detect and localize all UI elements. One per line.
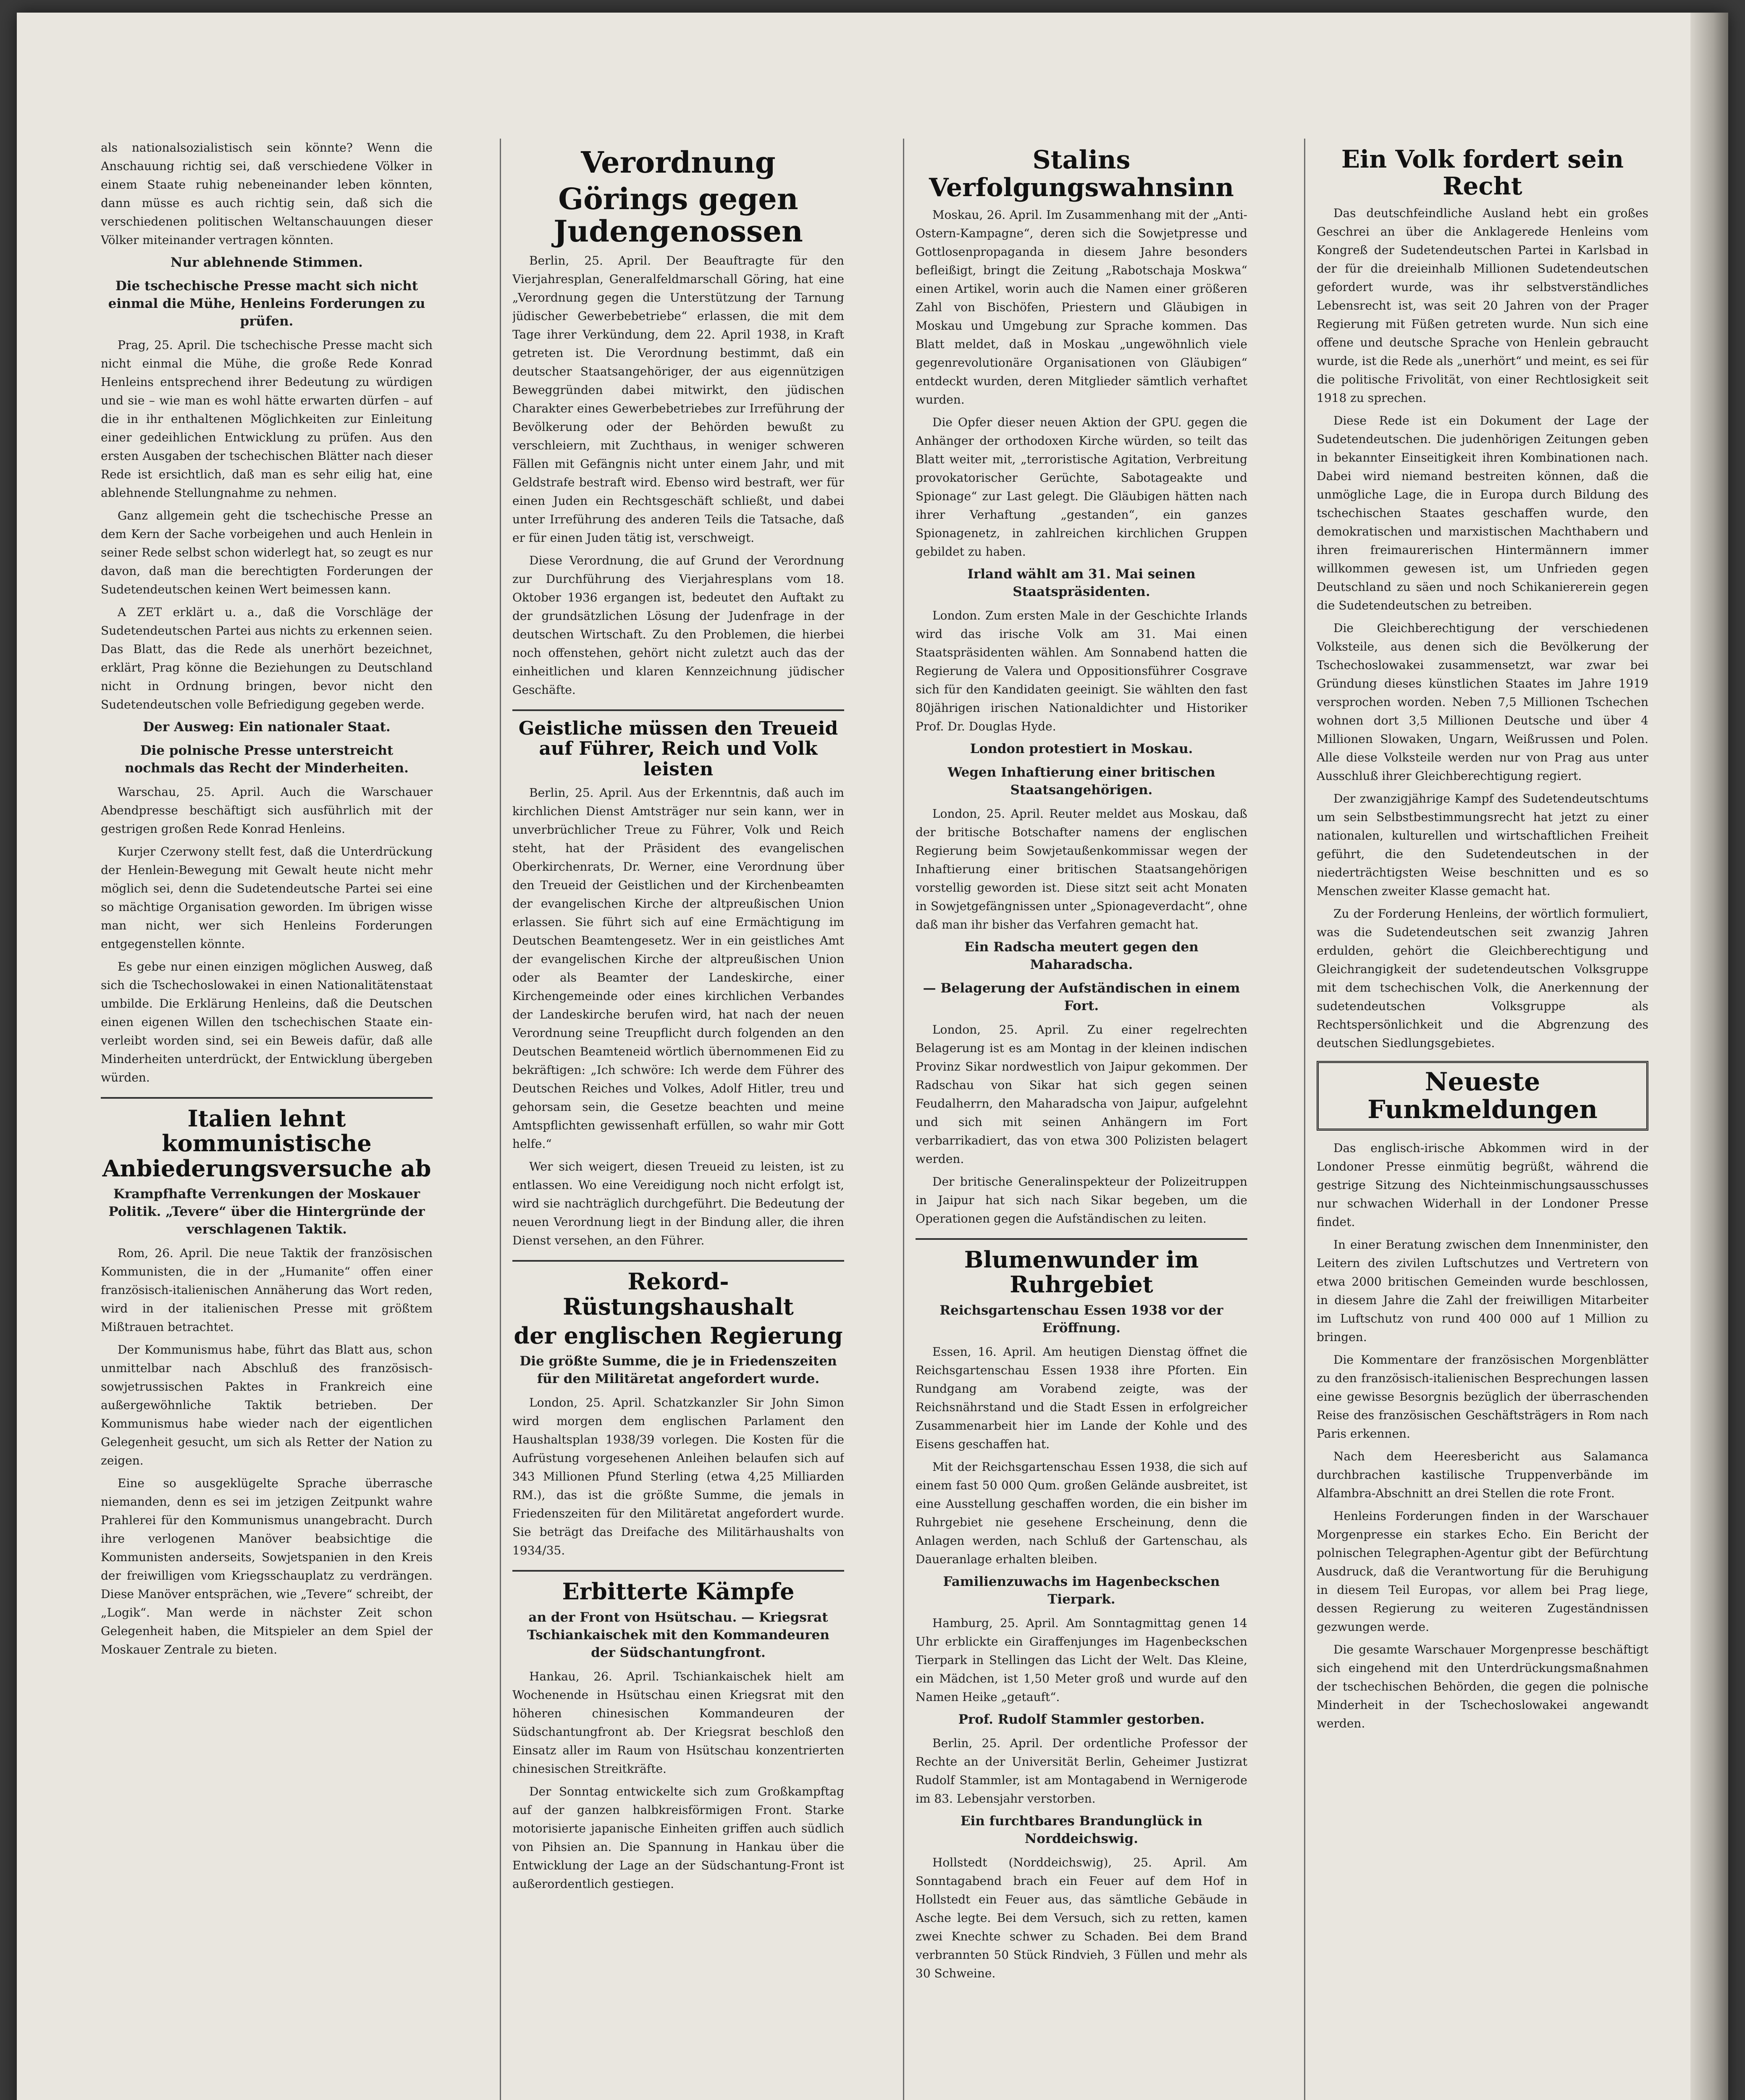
article-text: Moskau, 26. April. Im Zusammenhang mit der „Anti-Ostern-Kampagne“, deren sich die Sowjetpresse und Gottlosenpropaganda in diesem Jahre besonders befleißigt, bringt die Zeitung „Rabotschaja Moskwa“ einen Artikel, worin auch die Namen einer größeren Zahl von Bischöfen, Priestern und Gläubigen in Moskau und Umgebung zur Sprache kommen. Das Blatt meldet, daß in Moskau „ungewöhnlich viele gegenrevolutionäre Organisationen von Gläubigen“ entdeckt wurden, deren Mitglieder sämtlich verhaftet wurden. xyxy=(916,208,1247,407)
headline: Verordnung xyxy=(581,145,776,180)
subheading: London protestiert in Moskau. xyxy=(970,741,1193,756)
newspaper-scan xyxy=(17,13,1728,2100)
article-text: Prag, 25. April. Die tschechische Presse macht sich nicht einmal die Mühe, die große Rede Konrad Henleins entsprechend ihrer Bedeutung zu würdigen und sie – wie man es wohl hätte erwarten dürfen – auf die in ihr enthaltenen Möglichkeiten zur Einleitung einer gedeihlichen Entwicklung zu prüfen. Aus den ersten Ausgaben der tschechischen Blätter nach dieser Rede ist ersichtlich, daß man es sehr eilig hat, eine ablehnende Stellungnahme zu nehmen. xyxy=(101,338,433,500)
article-text: Mit der Reichsgartenschau Essen 1938, die sich auf einem fast 50 000 Qum. großen Gelände ausbreitet, ist eine Ausstellung geschaffen worden, die ein bisher im Ruhrgebiet nie gesehene Erscheinung, denn die Anlagen werden, nach Schluß der Gartenschau, als Daueranlage erhalten bleiben. xyxy=(916,1460,1247,1566)
article-text: London, 25. April. Reuter meldet aus Moskau, daß der britische Botschafter namens der englischen Regierung beim Sowjetaußenkommissar wegen der Inhaftierung einer britischen Staatsangehörigen vorstellig geworden ist. Diese sitzt seit acht Monaten in Sowjetgefängnissen unter „Spionageverdacht“, ohne daß man ihr bisher das Verfahren gemacht hat. xyxy=(916,807,1247,932)
headline: Ein Volk fordert sein Recht xyxy=(1341,145,1624,200)
subheading: Die tschechische Presse macht sich nicht einmal die Mühe, Henleins Forderungen zu prüfen. xyxy=(108,278,425,329)
subheading: Ein Radscha meutert gegen den Maharadscha. xyxy=(964,940,1199,972)
article-text: Eine so ausgeklügelte Sprache überrasche niemanden, denn es sei im jetzigen Zeitpunkt wahre Prahlerei für den Kommunismus unangebracht. Durch ihre verlogenen Manöver beabsichtige die Kommunisten anderseits, Sowjetspanien in den Kreis der freiwilligen vom Kriegsschauplatz zu verdrängen. Diese Manöver entsprächen, wie „Tevere“ schreibt, der „Logik“. Man werde in nächster Zeit schon Gelegenheit haben, die Mitspieler an dem Spiel der Moskauer Zentrale zu bieten. xyxy=(101,1476,433,1657)
article-text: In einer Beratung zwischen dem Innenminister, den Leitern des zivilen Luftschutzes und Vertretern von etwa 2000 britischen Gemeinden wurde beschlossen, in diesem Jahre die Zahl der freiwilligen Mitarbeiter im Luftschutz von rund 400 000 auf 1 Million zu bringen. xyxy=(1317,1237,1648,1344)
article-text: Der Sonntag entwickelte sich zum Großkampftag auf der ganzen halbkreisförmigen Front. Starke motorisierte japanische Einheiten griffen auch südlich von Pihsien an. Die Spannung in Hankau über die Entwicklung der Lage an der Südschantung-Front ist außerordentlich gestiegen. xyxy=(512,1784,844,1891)
subheading: Wegen Inhaftierung einer britischen Staatsangehörigen. xyxy=(947,765,1215,798)
subheading: Prof. Rudolf Stammler gestorben. xyxy=(958,1712,1205,1727)
section-divider xyxy=(101,1097,433,1099)
column-rule xyxy=(500,139,501,2100)
subheading: Familienzuwachs im Hagenbeckschen Tierpark. xyxy=(943,1574,1220,1607)
article-text: Kurjer Czerwony stellt fest, daß die Unterdrückung der Henlein-Bewegung mit Gewalt heute nicht mehr möglich sei, denn die Sudetendeutsche Partei sei eine so mächtige Organisation geworden. Im übrigen wisse man nicht, wer sich Henleins Forderungen entgegenstellen könnte. xyxy=(101,845,433,951)
article-text: Es gebe nur einen einzigen möglichen Ausweg, daß sich die Tschechoslowakei in einen Nationalitätenstaat umbilde. Die Erklärung Henleins, daß die Deutschen einen eigenen Willen den tschechischen Staate ein-verleibt worden sind, sei ein Beweis dafür, daß alle Minderheiten unterdrückt, der Entwicklung übergeben würden. xyxy=(101,960,433,1084)
headline: Erbitterte Kämpfe xyxy=(562,1578,795,1605)
subheading: Nur ablehnende Stimmen. xyxy=(171,255,363,270)
headline: der englischen Regierung xyxy=(514,1322,843,1349)
article-text: Warschau, 25. April. Auch die Warschauer Abendpresse beschäftigt sich ausführlich mit der gestrigen großen Rede Konrad Henleins. xyxy=(101,785,433,836)
article-text: Hollstedt (Norddeichswig), 25. April. Am Sonntagabend brach ein Feuer auf dem Hof in Hollstedt ein Feuer aus, das sämtliche Gebäude in Asche legte. Bei dem Versuch, sich zu retten, kamen zwei Knechte schwer zu Schaden. Bei dem Brand verbrannten 50 Stück Rindvieh, 3 Füllen und mehr als 30 Schweine. xyxy=(916,1855,1247,1980)
article-text: Der Kommunismus habe, führt das Blatt aus, schon unmittelbar nach Abschluß des französisch-sowjetrussischen Paktes in Frankreich eine außergewöhnliche Taktik betrieben. Der Kommunismus habe wieder nach der eigentlichen Gelegenheit gesucht, um sich als Retter der Nation zu zeigen. xyxy=(101,1343,433,1468)
column-1 xyxy=(101,139,433,2100)
headline: Rekord-Rüstungshaushalt xyxy=(563,1268,794,1320)
subheading: an der Front von Hsütschau. — Kriegsrat Tschiankaischek mit den Kommandeuren der Südschantungfront. xyxy=(527,1609,829,1660)
column-4 xyxy=(1317,139,1648,2100)
headline: Neueste Funkmeldungen xyxy=(1367,1067,1598,1124)
article-text: Der britische Generalinspekteur der Polizeitruppen in Jaipur hat sich nach Sikar begeben, um die Operationen gegen die Aufständischen zu leiten. xyxy=(916,1175,1247,1226)
article-text: London. Zum ersten Male in der Geschichte Irlands wird das irische Volk am 31. Mai einen Staatspräsidenten wählen. Am Sonnabend hatten die Regierung de Valera und Oppositionsführer Cosgrave sich für den Kandidaten geeinigt. Sie wählten den fast 80jährigen irischen Nationaldichter und Historiker Prof. Dr. Douglas Hyde. xyxy=(916,609,1247,733)
article-text: Diese Verordnung, die auf Grund der Verordnung zur Durchführung des Vierjahresplans vom 18. Oktober 1936 ergangen ist, bedeutet den Auftakt zu der grundsätzlichen Lösung der Judenfrage in der deutschen Wirtschaft. Zu den Problemen, die hierbei noch offenstehen, gehört nicht zuletzt auch das der einheitlichen und klaren Kennzeichnung jüdischer Geschäfte. xyxy=(512,554,844,697)
subheading: Krampfhafte Verrenkungen der Moskauer Politik. „Tevere“ über die Hintergründe der verschlagenen Taktik. xyxy=(108,1186,425,1237)
section-divider xyxy=(512,1260,844,1262)
article-text: als nationalsozialistisch sein könnte? Wenn die Anschauung richtig sei, daß verschiedene Völker in einem Staate ruhig nebeneinander leben könnten, dann müsse es auch richtig sein, daß sich die verschiedenen politischen Weltanschauungen dieser Völker miteinander vertragen könnten. xyxy=(101,141,433,247)
subheading: Ein furchtbares Brandunglück in Norddeichswig. xyxy=(960,1813,1203,1846)
subheading: Der Ausweg: Ein nationaler Staat. xyxy=(143,719,391,735)
news-flash-box xyxy=(1317,1061,1648,1131)
article-text: Das deutschfeindliche Ausland hebt ein großes Geschrei an über die Anklagerede Henleins vom Kongreß der Sudetendeutschen Partei in Karlsbad in der für die dreieinhalb Millionen Sudetendeutschen gefordert wurde, was ihr selbstverständliches Lebensrecht ist, was seit 20 Jahren von der Prager Regierung mit Füßen getreten wurde. Nun sich eine offene und deutsche Sprache von Henlein gebraucht wurde, ist die Rede als „unerhört“ und meint, es sei für die politische Frivolität, von einer Rechtlosigkeit seit 1918 zu sprechen. xyxy=(1317,206,1648,405)
article-text: Hamburg, 25. April. Am Sonntagmittag genen 14 Uhr erblickte ein Giraffenjunges im Hagenbeckschen Tierpark in Stellingen das Licht der Welt. Das Kleine, ein Mädchen, ist 1,50 Meter groß und wurde auf den Namen Heike „getauft“. xyxy=(916,1616,1247,1704)
headline: Blumenwunder im Ruhrgebiet xyxy=(964,1246,1199,1298)
article-text: Der zwanzigjährige Kampf des Sudetendeutschtums um sein Selbstbestimmungsrecht hat jetzt zu einer nationalen, kulturellen und wirtschaftlichen Freiheit geführt, die den Sudetendeutschen in der niederträchtigsten Weise beschnitten und es so Menschen zweiter Klasse gemacht hat. xyxy=(1317,791,1648,898)
article-text: Hankau, 26. April. Tschiankaischek hielt am Wochenende in Hsütschau einen Kriegsrat mit den höheren chinesischen Kommandeuren der Südschantungfront ab. Der Kriegsrat beschloß den Einsatz aller im Raum von Hsütschau konzentrierten chinesischen Streitkräfte. xyxy=(512,1669,844,1776)
article-text: Die gesamte Warschauer Morgenpresse beschäftigt sich eingehend mit den Unterdrückungsmaßnahmen der tschechischen Behörden, die gegen die polnische Minderheit in der Tschechoslowakei angewandt werden. xyxy=(1317,1642,1648,1730)
article-text: Diese Rede ist ein Dokument der Lage der Sudetendeutschen. Die judenhörigen Zeitungen geben in bekannter Einseitigkeit ihren Kombinationen nach. Dabei wird niemand bestreiten können, daß die unmögliche Lage, die in Europa durch Bildung des tschechischen Staates geschaffen wurde, den demokratischen und marxistischen Machthabern und ihren freimaurerischen Hintermännern immer willkommen gewesen ist, um Unfrieden gegen Deutschland zu säen und noch Schikaniererein gegen die Sudetendeutschen zu betreiben. xyxy=(1317,413,1648,612)
article-text: Die Kommentare der französischen Morgenblätter zu den französisch-italienischen Besprechungen lassen eine gewisse Besorgnis bezüglich der überraschenden Reise des französischen Geschäftsträgers in Rom nach Paris erkennen. xyxy=(1317,1352,1648,1441)
headline-italy: Italien lehnt kommunistische Anbiederungsversuche ab xyxy=(102,1105,431,1182)
article-text: Zu der Forderung Henleins, der wörtlich formuliert, was die Sudetendeutschen seit zwanzig Jahren erdulden, gehört die Gleichberechtigung und Gleichrangigkeit der sudetendeutschen Volksgruppe mit dem tschechischen Volk, die Anerkennung der sudetendeutschen Volksgruppe als Rechtspersönlichkeit und die Abgrenzung des deutschen Siedlungsgebietes. xyxy=(1317,906,1648,1050)
article-text: Wer sich weigert, diesen Treueid zu leisten, ist zu entlassen. Wo eine Vereidigung noch nicht erfolgt ist, wird sie nachträglich durchgeführt. Die Bedeutung der neuen Verordnung liegt in der Bindung aller, die ihren Dienst versehen, an den Führer. xyxy=(512,1160,844,1248)
article-text: Essen, 16. April. Am heutigen Dienstag öffnet die Reichsgartenschau Essen 1938 ihre Pforten. Ein Rundgang am Vorabend zeigte, was der Reichsnährstand und die Stadt Essen in erfolgreicher Zusammenarbeit hier im Lande der Kohle und des Eisens geschaffen hat. xyxy=(916,1344,1247,1451)
subheading: Irland wählt am 31. Mai seinen Staatspräsidenten. xyxy=(967,567,1196,599)
article-text: A ZET erklärt u. a., daß die Vorschläge der Sudetendeutschen Partei aus nichts zu erkennen seien. Das Blatt, das die Rede als unerhört bezeichnet, erklärt, Prag könne die Beziehungen zu Deutschland nicht in Ordnung bringen, bevor nicht den Sudetendeutschen volle Befriedigung gegeben werde. xyxy=(101,605,433,711)
article-text: London, 25. April. Zu einer regelrechten Belagerung ist es am Montag in der kleinen indischen Provinz Sikar nordwestlich von Jaipur gekommen. Der Radschau von Sikar hat sich gegen seinen Feudalherrn, den Maharadscha von Jaipur, aufgelehnt und sich mit seinen Anhängern im Fort verbarrikadiert, das von etwa 300 Polizisten belagert werden. xyxy=(916,1023,1247,1166)
section-divider xyxy=(512,709,844,711)
article-text: Die Gleichberechtigung der verschiedenen Volksteile, aus denen sich die Bevölkerung der Tschechoslowakei zusammensetzt, war zwar bei Gründung dieses künstlichen Staates im Jahre 1919 versprochen worden. Neben 7,5 Millionen Tschechen wohnen dort 3,5 Millionen Deutsche und über 4 Millionen Slowaken, Ungarn, Weißrussen und Polen. Alle diese Volksteile werden nur von Prag aus unter Ausschluß ihrer Gleichberechtigung regiert. xyxy=(1317,621,1648,783)
column-2 xyxy=(512,139,844,2100)
headline: Stalins Verfolgungswahnsinn xyxy=(929,145,1234,202)
article-text: Berlin, 25. April. Der ordentliche Professor der Rechte an der Universität Berlin, Geheimer Justizrat Rudolf Stammler, ist am Montagabend in Wernigerode im 83. Lebensjahr verstorben. xyxy=(916,1736,1247,1806)
article-text: Henleins Forderungen finden in der Warschauer Morgenpresse ein starkes Echo. Ein Bericht der polnischen Telegraphen-Agentur gibt der Befürchtung Ausdruck, daß die Verantwortung für die Beruhigung in diesem Teil Europas, vor allem bei Prag liege, dessen Regierung zu weiteren Zugeständnissen gezwungen werde. xyxy=(1317,1509,1648,1634)
article-text: Ganz allgemein geht die tschechische Presse an dem Kern der Sache vorbeigehen und auch Henlein in seiner Rede selbst schon widerlegt hat, so zeugt es nur davon, daß man die berechtigten Forderungen der Sudetendeutschen keinen Wert beimessen kann. xyxy=(101,509,433,596)
column-rule xyxy=(903,139,904,2100)
page-edge xyxy=(1690,13,1728,2100)
subheading: — Belagerung der Aufständischen in einem Fort. xyxy=(923,981,1240,1013)
column-rule xyxy=(1304,139,1305,2100)
section-divider xyxy=(512,1570,844,1572)
article-text: Die Opfer dieser neuen Aktion der GPU. gegen die Anhänger der orthodoxen Kirche würden, so teilt das Blatt weiter mit, „terroristische Agitation, Verbreitung provokatorischer Gerüchte, Sabotageakte und Spionage“ zur Last gelegt. Die Gläubigen hätten nach ihrer Verhaftung „gestanden“, ein ganzes Spionagenetz, in zahlreichen kirchlichen Gruppen gebildet zu haben. xyxy=(916,415,1247,559)
article-text: London, 25. April. Schatzkanzler Sir John Simon wird morgen dem englischen Parlament den Haushaltsplan 1938/39 vorlegen. Die Kosten für die Aufrüstung vorgesehenen Anleihen belaufen sich auf 343 Millionen Pfund Sterling (etwa 4,25 Milliarden RM.), das ist die größte Summe, die jemals in Friedenszeiten für den Militäretat angefordert wurde. Sie beträgt das Dreifache des Militärhaushalts von 1934/35. xyxy=(512,1396,844,1558)
article-text: Berlin, 25. April. Aus der Erkenntnis, daß auch im kirchlichen Dienst Amtsträger nur sein kann, wer in unverbrüchlicher Treue zu Führer, Volk und Reich steht, hat der Präsident des evangelischen Oberkirchenrats, Dr. Werner, eine Verordnung über den Treueid der Geistlichen und der Kirchenbeamten der evangelischen Kirche der altpreußischen Union erlassen. Sie führt sich auf eine Ermächtigung im Deutschen Beamtengesetz. Wer in ein geistliches Amt der evangelischen Kirche der altpreußischen Union oder als Beamter der Landeskirche, einer Kirchengemeinde oder eines kirchlichen Verbandes der Landeskirche berufen wird, hat nach der neuen Verordnung seine Treupflicht durch folgenden an den Deutschen Beamteneid wörtlich übernommenen Eid zu bekräftigen: „Ich schwöre: Ich werde dem Führer des Deutschen Reiches und Volkes, Adolf Hitler, treu und gehorsam sein, die Gesetze beachten und meine Amtspflichten gewissenhaft erfüllen, so wahr mir Gott helfe.“ xyxy=(512,786,844,1151)
headline: Görings gegen Judengenossen xyxy=(554,181,803,249)
article-text: Rom, 26. April. Die neue Taktik der französischen Kommunisten, die in der „Humanite“ offen einer französisch-italienischen Annäherung das Wort reden, wird in der italienischen Presse mit größtem Mißtrauen betrachtet. xyxy=(101,1246,433,1334)
subheading: Die größte Summe, die je in Friedenszeiten für den Militäretat angefordert wurde. xyxy=(520,1354,837,1387)
subheading: Reichsgartenschau Essen 1938 vor der Eröffnung. xyxy=(939,1302,1223,1336)
headline: Geistliche müssen den Treueid auf Führer, Reich und Volk leisten xyxy=(518,718,838,780)
article-text: Nach dem Heeresbericht aus Salamanca durchbrachen kastilische Truppenverbände im Alfambra-Abschnitt an drei Stellen die rote Front. xyxy=(1317,1449,1648,1500)
subheading: Die polnische Presse unterstreicht nochmals das Recht der Minderheiten. xyxy=(125,743,409,776)
section-divider xyxy=(916,1238,1247,1240)
article-text: Berlin, 25. April. Der Beauftragte für den Vierjahresplan, Generalfeldmarschall Göring, hat eine „Verordnung gegen die Unterstützung der Tarnung jüdischer Gewerbebetriebe“ erlassen, die mit dem Tage ihrer Verkündung, dem 22. April 1938, in Kraft getreten ist. Die Verordnung bestimmt, daß ein deutscher Staatsangehöriger, der aus eigennützigen Beweggründen dabei mitwirkt, den jüdischen Charakter eines Gewerbebetriebes zur Irreführung der Bevölkerung oder der Behörden bewußt zu verschleiern, mit Zuchthaus, in weniger schweren Fällen mit Gefängnis nicht unter einem Jahr, und mit Geldstrafe bestraft wird. Ebenso wird bestraft, wer für einen Juden ein Rechtsgeschäft schließt, und dabei unter Irreführung des anderen Teils die Tatsache, daß er für einen Juden tätig ist, verschweigt. xyxy=(512,254,844,545)
column-3 xyxy=(916,139,1247,2100)
article-text: Das englisch-irische Abkommen wird in der Londoner Presse einmütig begrüßt, während die gestrige Sitzung des Nichteinmischungsausschusses nur schwachen Widerhall in der Londoner Presse findet. xyxy=(1317,1141,1648,1229)
